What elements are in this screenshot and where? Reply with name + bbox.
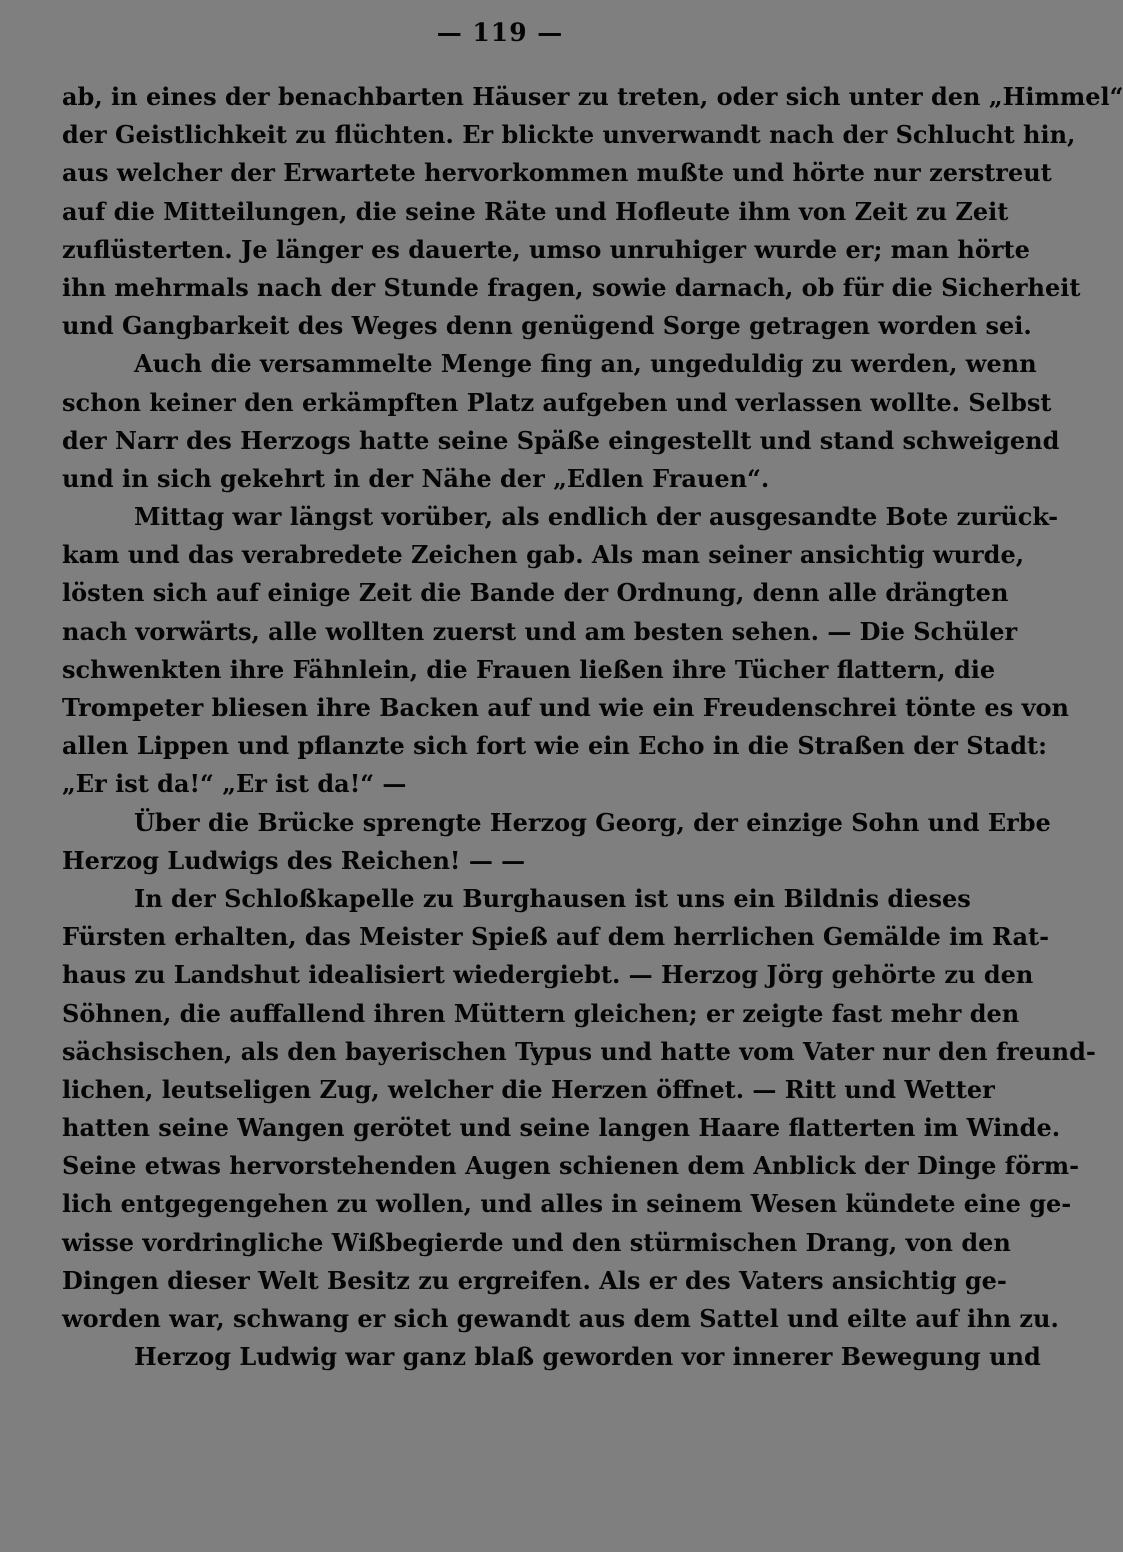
text-line: Dingen dieser Welt Besitz zu ergreifen. Als er des Vaters ansichtig ge- bbox=[62, 1265, 1007, 1295]
text-line: der Geistlichkeit zu flüchten. Er blickte unverwandt nach der Schlucht hin, bbox=[62, 120, 1076, 150]
text-line: In der Schloßkapelle zu Burghausen ist uns ein Bildnis dieses bbox=[134, 883, 971, 913]
text-line: ihn mehrmals nach der Stunde fragen, sowie darnach, ob für die Sicherheit bbox=[62, 272, 1081, 302]
text-line: auf die Mitteilungen, die seine Räte und Hofleute ihm von Zeit zu Zeit bbox=[62, 196, 1009, 226]
text-line: und in sich gekehrt in der Nähe der „Edlen Frauen“. bbox=[62, 463, 770, 493]
text-line: wisse vordringliche Wißbegierde und den stürmischen Drang, von den bbox=[62, 1227, 1011, 1257]
text-line: lichen, leutseligen Zug, welcher die Herzen öffnet. — Ritt und Wetter bbox=[62, 1074, 995, 1104]
text-line: Herzog Ludwig war ganz blaß geworden vor innerer Bewegung und bbox=[134, 1342, 1041, 1372]
text-line: Herzog Ludwigs des Reichen! — — bbox=[62, 845, 526, 875]
text-line: kam und das verabredete Zeichen gab. Als man seiner ansichtig wurde, bbox=[62, 540, 1025, 570]
text-line: hatten seine Wangen gerötet und seine langen Haare flatterten im Winde. bbox=[62, 1113, 1061, 1143]
text-line: Auch die versammelte Menge fing an, ungeduldig zu werden, wenn bbox=[134, 349, 1037, 379]
text-line: „Er ist da!“ „Er ist da!“ — bbox=[62, 769, 407, 799]
text-line: sächsischen, als den bayerischen Typus und hatte vom Vater nur den freund- bbox=[62, 1036, 1096, 1066]
text-line: schon keiner den erkämpften Platz aufgeben und verlassen wollte. Selbst bbox=[62, 387, 1052, 417]
text-line: Fürsten erhalten, das Meister Spieß auf dem herrlichen Gemälde im Rat- bbox=[62, 922, 1050, 952]
text-line: worden war, schwang er sich gewandt aus dem Sattel und eilte auf ihn zu. bbox=[62, 1304, 1059, 1333]
text-line: nach vorwärts, alle wollten zuerst und am besten sehen. — Die Schüler bbox=[62, 616, 1018, 646]
text-line: allen Lippen und pflanzte sich fort wie ein Echo in die Straßen der Stadt: bbox=[62, 731, 1047, 761]
text-line: ab, in eines der benachbarten Häuser zu treten, oder sich unter den „Himmel“ bbox=[62, 82, 1123, 111]
text-line: lich entgegengehen zu wollen, und alles in seinem Wesen kündete eine ge- bbox=[62, 1189, 1072, 1219]
text-line: der Narr des Herzogs hatte seine Späße eingestellt und stand schweigend bbox=[62, 425, 1060, 455]
text-line: Seine etwas hervorstehenden Augen schienen dem Anblick der Dinge förm- bbox=[62, 1151, 1080, 1181]
page-body-text bbox=[62, 78, 1123, 1376]
text-line: Trompeter bliesen ihre Backen auf und wie ein Freudenschrei tönte es von bbox=[62, 693, 1069, 722]
text-line: schwenkten ihre Fähnlein, die Frauen ließen ihre Tücher flattern, die bbox=[62, 654, 996, 684]
text-line: aus welcher der Erwartete hervorkommen mußte und hörte nur zerstreut bbox=[62, 158, 1052, 188]
text-line: lösten sich auf einige Zeit die Bande der Ordnung, denn alle drängten bbox=[62, 578, 1009, 608]
text-line: zuflüsterten. Je länger es dauerte, umso unruhiger wurde er; man hörte bbox=[62, 234, 1030, 264]
text-line: haus zu Landshut idealisiert wiedergiebt. — Herzog Jörg gehörte zu den bbox=[62, 960, 1034, 990]
text-line: Söhnen, die auffallend ihren Müttern gleichen; er zeigte fast mehr den bbox=[62, 998, 1020, 1028]
page-number: — 119 — bbox=[436, 18, 564, 47]
text-line: Über die Brücke sprengte Herzog Georg, der einzige Sohn und Erbe bbox=[134, 807, 1051, 837]
text-line: und Gangbarkeit des Weges denn genügend Sorge getragen worden sei. bbox=[62, 311, 1032, 341]
text-line: Mittag war längst vorüber, als endlich der ausgesandte Bote zurück- bbox=[134, 502, 1059, 532]
